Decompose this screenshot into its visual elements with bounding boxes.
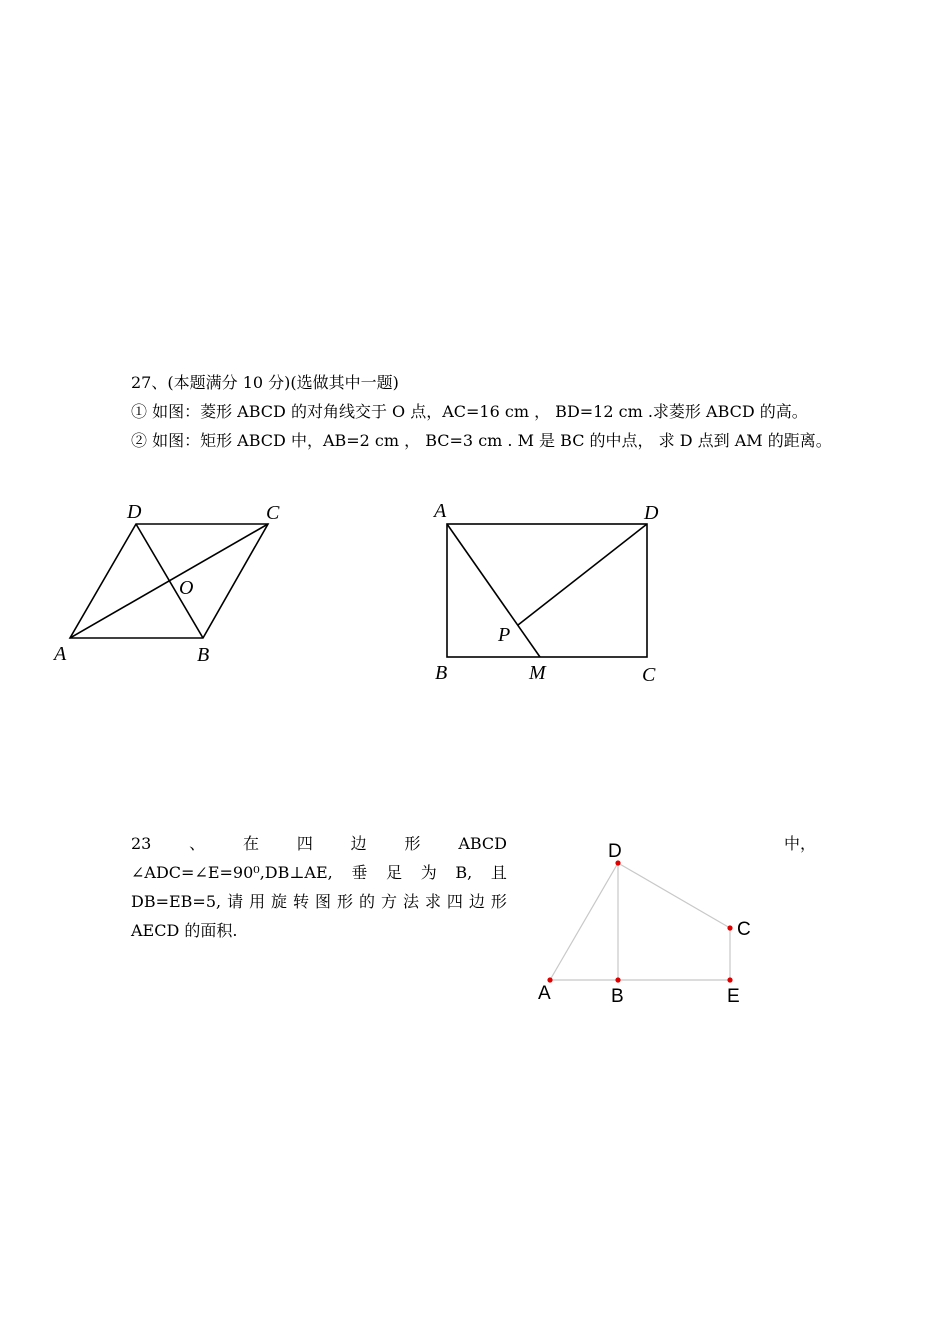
problem-23-line1-end: 中，: [784, 834, 817, 853]
problem-23-token: 边: [468, 892, 485, 911]
quad-point-c: [727, 925, 732, 930]
problem-23-token: 四: [446, 892, 463, 911]
problem-23-line1: [131, 834, 507, 854]
problem-23-token: 23: [131, 834, 152, 853]
rhombus-label-d: D: [127, 501, 142, 523]
problem-23-token: 为: [420, 863, 437, 882]
problem-23-token: 用: [249, 892, 266, 911]
problem-23-token: 方: [380, 892, 397, 911]
quad-label-e: E: [727, 986, 740, 1007]
rectangle-label-b: B: [435, 662, 448, 684]
problem-23-token: 四: [296, 834, 313, 853]
problem-27-part2: ② 如图：矩形 ABCD 中，AB=2 cm ， BC=3 cm . M 是 BC 的中点， 求 D 点到 AM 的距离。: [131, 431, 832, 450]
problem-23-token: B,: [455, 863, 473, 882]
problem-27-part1: ① 如图：菱形 ABCD 的对角线交于 O 点，AC=16 cm ， BD=12 cm .求菱形 ABCD 的高。: [131, 402, 808, 421]
problem-23-token: 旋: [271, 892, 288, 911]
problem-23-token: 的: [358, 892, 375, 911]
quad-label-d: D: [608, 841, 622, 862]
rectangle-label-d: D: [644, 502, 659, 524]
problem-23-line3: [131, 892, 507, 912]
quad-point-a: [547, 977, 552, 982]
problem-23-token: 法: [402, 892, 419, 911]
quad-point-e: [727, 977, 732, 982]
problem-23-token: 形: [337, 892, 354, 911]
problem-23-token: 在: [243, 834, 260, 853]
quad-label-b: B: [611, 986, 624, 1007]
rectangle-outline: [447, 524, 647, 657]
rectangle-label-a: A: [434, 500, 447, 522]
quad-label-a: A: [538, 983, 551, 1004]
rectangle-label-c: C: [642, 664, 656, 686]
problem-23-token: 且: [490, 863, 507, 882]
problem-23-token: DB=EB=5,: [131, 892, 222, 911]
problem-23-line2: [131, 863, 507, 883]
rectangle-label-p: P: [498, 624, 511, 646]
rhombus-label-a: A: [54, 643, 67, 665]
rhombus-label-b: B: [197, 644, 210, 666]
rhombus-label-o: O: [179, 577, 194, 599]
problem-23-token: 、: [189, 834, 206, 853]
problem-23-token: 边: [350, 834, 367, 853]
rhombus-label-c: C: [266, 502, 280, 524]
problem-27-heading: 27、(本题满分 10 分)(选做其中一题): [131, 373, 399, 392]
rectangle-segment-am: [447, 524, 540, 657]
problem-23-token: 足: [386, 863, 403, 882]
quad-edge-ad: [550, 863, 618, 980]
problem-23-token: 转: [293, 892, 310, 911]
problem-23-token: 垂: [351, 863, 368, 882]
problem-23-line4: AECD 的面积.: [131, 921, 238, 940]
problem-23-token: 形: [490, 892, 507, 911]
rectangle-label-m: M: [529, 662, 546, 684]
quad-point-b: [615, 977, 620, 982]
problem-23-token: 形: [404, 834, 421, 853]
problem-23-token: 请: [227, 892, 244, 911]
quad-edge-dc: [618, 863, 730, 928]
quad-label-c: C: [737, 919, 751, 940]
rectangle-segment-dp: [518, 524, 647, 625]
problem-23-token: 求: [424, 892, 441, 911]
problem-23-token: ∠ADC=∠E=90⁰,DB⊥AE,: [131, 863, 333, 882]
problem-23-token: 图: [315, 892, 332, 911]
problem-23-token: ABCD: [458, 834, 507, 853]
